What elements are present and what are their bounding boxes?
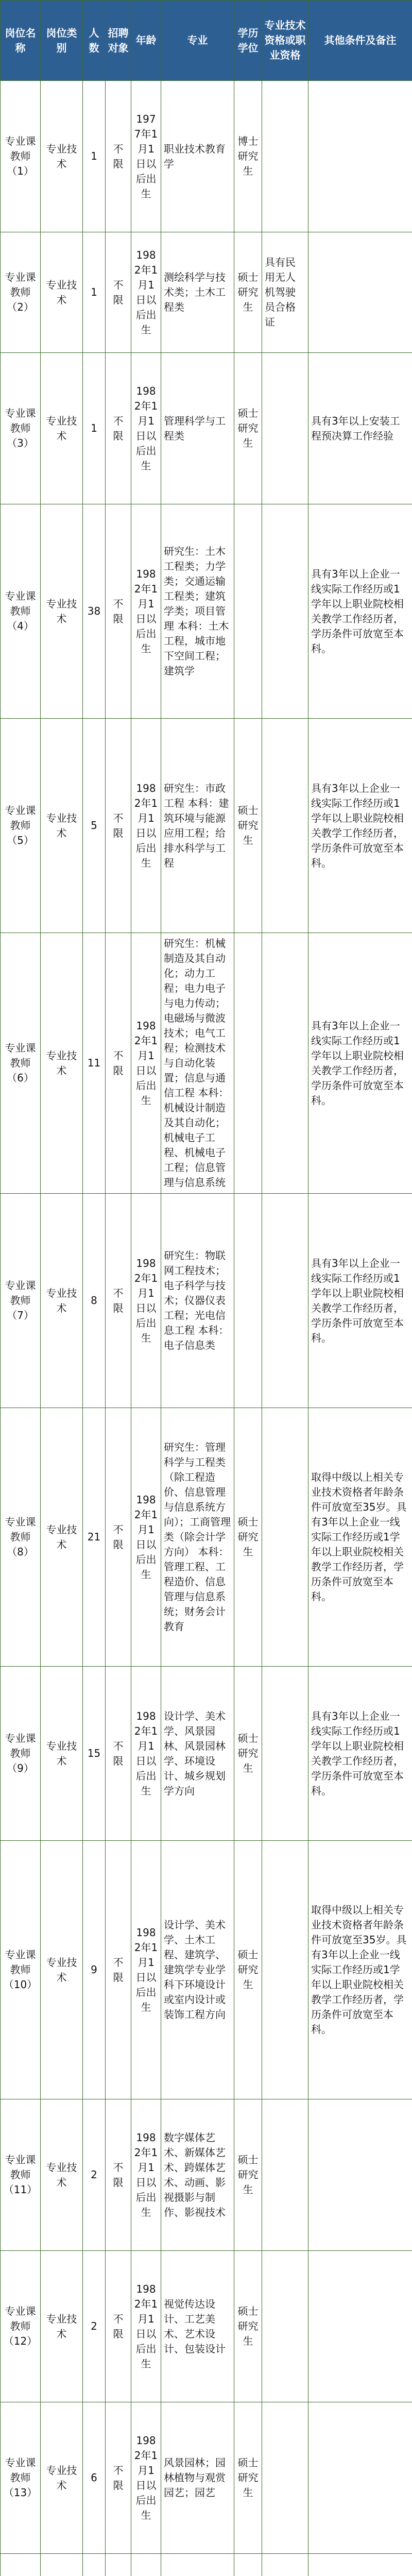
- cell-target: 不限: [106, 719, 131, 933]
- cell-major: 数字媒体艺术、新媒体艺术、跨媒体艺术、动画、影视摄影与制作、影视技术: [161, 2099, 234, 2251]
- cell-target: 不限: [106, 933, 131, 1194]
- cell-degree: [234, 1194, 262, 1408]
- cell-count: 15: [83, 1667, 106, 1841]
- table-row: [1, 1841, 412, 2099]
- cell-qualification: [262, 1841, 308, 2099]
- cell-major: 测绘科学与技术类；土木工程类: [161, 232, 234, 353]
- cell-age: 1977年1月1日以后出生: [131, 81, 161, 232]
- cell-degree: [234, 2554, 262, 2576]
- cell-position-category: 专业技术: [41, 1194, 83, 1408]
- header-degree: 学历学位: [234, 1, 262, 81]
- cell-position-name: 专业课教师（2）: [1, 232, 41, 353]
- cell-target: 不限: [106, 504, 131, 719]
- table-row: [1, 353, 412, 504]
- cell-degree: 硕士研究生: [234, 2099, 262, 2251]
- cell-major: 研究生：市政工程 本科：建筑环境与能源应用工程；给排水科学与工程: [161, 719, 234, 933]
- cell-position-category: 专业技术: [41, 1841, 83, 2099]
- cell-target: 不限: [106, 81, 131, 232]
- cell-major: 研究生：机械制造及其自动化；动力工程；电力电子与电力传动；电磁场与微波技术；电气工程；检测技术与自动化装置；信息与通信工程 本科：机械设计制造及其自动化；机械电子工程、机械电子工程；信息管理与信息系统: [161, 933, 234, 1194]
- cell-target: 不限: [106, 2251, 131, 2402]
- cell-position-name: 专业课教师（13）: [1, 2402, 41, 2554]
- cell-target: [106, 2554, 131, 2576]
- cell-major: [161, 2554, 234, 2576]
- cell-age: 1982年1月1日以后出生: [131, 719, 161, 933]
- cell-count: 9: [83, 1841, 106, 2099]
- cell-degree: [234, 504, 262, 719]
- header-position-name: 岗位名称: [1, 1, 41, 81]
- cell-qualification: [262, 1194, 308, 1408]
- cell-major: 风景园林；园林植物与观赏园艺；园艺: [161, 2402, 234, 2554]
- cell-age: 1982年1月1日以后出生: [131, 504, 161, 719]
- cell-major: 管理科学与工程类: [161, 353, 234, 504]
- cell-other: 取得中级以上相关专业技术资格者年龄条件可放宽至35岁。具有3年以上企业一线实际工作经历或1学年以上职业院校相关教学工作经历者，学历条件可放宽至本科。: [308, 1841, 412, 2099]
- cell-qualification: 具有民用无人机驾驶员合格证: [262, 232, 308, 353]
- cell-count: 38: [83, 504, 106, 719]
- cell-position-name: 专业课教师（12）: [1, 2251, 41, 2402]
- cell-count: 21: [83, 1408, 106, 1667]
- table-row: [1, 2402, 412, 2554]
- cell-target: 不限: [106, 2099, 131, 2251]
- cell-target: 不限: [106, 1841, 131, 2099]
- cell-age: 1982年1月1日以后出生: [131, 2402, 161, 2554]
- cell-age: 1982年1月1日以后出生: [131, 232, 161, 353]
- cell-age: 1982年1月1日以后出生: [131, 1408, 161, 1667]
- table-row: [1, 2554, 412, 2576]
- cell-degree: 博士研究生: [234, 81, 262, 232]
- cell-position-category: 专业技术: [41, 81, 83, 232]
- cell-other: [308, 2251, 412, 2402]
- cell-qualification: [262, 353, 308, 504]
- cell-position-category: 专业技术: [41, 232, 83, 353]
- cell-degree: 硕士研究生: [234, 232, 262, 353]
- cell-other: 具有3年以上企业一线实际工作经历或1学年以上职业院校相关教学工作经历者，学历条件可放宽至本科。: [308, 1194, 412, 1408]
- cell-position-name: 专业课教师（11）: [1, 2099, 41, 2251]
- cell-major: 研究生：土木工程类；力学类；交通运输工程类；建筑学类；项目管理 本科：土木工程，城市地下空间工程；建筑学: [161, 504, 234, 719]
- cell-major: 设计学、美术学、土木工程、建筑学、建筑学专业学科下环境设计或室内设计或装饰工程方向: [161, 1841, 234, 2099]
- table-row: [1, 2099, 412, 2251]
- cell-position-name: 专业课教师（7）: [1, 1194, 41, 1408]
- cell-major: 研究生：物联网工程技术；电子科学与技术；仪器仪表工程；光电信息工程 本科：电子信息类: [161, 1194, 234, 1408]
- cell-degree: 硕士研究生: [234, 1841, 262, 2099]
- cell-qualification: [262, 504, 308, 719]
- cell-age: 1982年1月1日以后出生: [131, 353, 161, 504]
- header-target: 招聘对象: [106, 1, 131, 81]
- cell-qualification: [262, 2554, 308, 2576]
- header-other: 其他条件及备注: [308, 1, 412, 81]
- cell-major: 设计学、美术学、风景园林、风景园林学、环境设计、城乡规划学方向: [161, 1667, 234, 1841]
- cell-degree: [234, 933, 262, 1194]
- table-row: [1, 1408, 412, 1667]
- cell-position-name: 专业课教师（5）: [1, 719, 41, 933]
- cell-position-name: 专业课教师（8）: [1, 1408, 41, 1667]
- cell-other: [308, 2402, 412, 2554]
- cell-position-category: 专业技术: [41, 1667, 83, 1841]
- cell-age: 1982年1月1日以后出生: [131, 2251, 161, 2402]
- table-header-row: [1, 1, 412, 81]
- cell-major: 视觉传达设计、工艺美术、艺术设计、包装设计: [161, 2251, 234, 2402]
- cell-age: [131, 2554, 161, 2576]
- cell-other: 具有3年以上企业一线实际工作经历或1学年以上职业院校相关教学工作经历者，学历条件可放宽至本科。: [308, 504, 412, 719]
- cell-degree: 硕士研究生: [234, 2402, 262, 2554]
- cell-other: 具有3年以上安装工程预决算工作经验: [308, 353, 412, 504]
- cell-count: 11: [83, 933, 106, 1194]
- cell-position-category: [41, 2554, 83, 2576]
- cell-position-category: 专业技术: [41, 353, 83, 504]
- cell-count: 1: [83, 353, 106, 504]
- cell-degree: 硕士研究生: [234, 353, 262, 504]
- header-major: 专业: [161, 1, 234, 81]
- cell-position-name: 专业课教师（4）: [1, 504, 41, 719]
- cell-position-category: 专业技术: [41, 933, 83, 1194]
- cell-degree: 硕士研究生: [234, 1408, 262, 1667]
- cell-count: [83, 2554, 106, 2576]
- header-count: 人数: [83, 1, 106, 81]
- cell-age: 1982年1月1日以后出生: [131, 1194, 161, 1408]
- cell-other: 具有3年以上企业一线实际工作经历或1学年以上职业院校相关教学工作经历者，学历条件可放宽至本科。: [308, 1667, 412, 1841]
- cell-target: 不限: [106, 2402, 131, 2554]
- header-age: 年龄: [131, 1, 161, 81]
- cell-target: 不限: [106, 1408, 131, 1667]
- cell-major: 职业技术教育学: [161, 81, 234, 232]
- cell-position-name: 专业课教师（1）: [1, 81, 41, 232]
- cell-target: 不限: [106, 353, 131, 504]
- cell-target: 不限: [106, 1194, 131, 1408]
- cell-degree: 硕士研究生: [234, 1667, 262, 1841]
- cell-qualification: [262, 2251, 308, 2402]
- table-row: [1, 232, 412, 353]
- table-row: [1, 1194, 412, 1408]
- header-qualification: 专业技术资格或职业资格: [262, 1, 308, 81]
- cell-other: [308, 81, 412, 232]
- cell-other: [308, 2554, 412, 2576]
- cell-qualification: [262, 1667, 308, 1841]
- cell-position-name: [1, 2554, 41, 2576]
- table-row: [1, 1667, 412, 1841]
- table-row: [1, 933, 412, 1194]
- cell-age: 1982年1月1日以后出生: [131, 2099, 161, 2251]
- cell-age: 1982年1月1日以后出生: [131, 933, 161, 1194]
- cell-position-name: 专业课教师（6）: [1, 933, 41, 1194]
- cell-target: 不限: [106, 1667, 131, 1841]
- cell-other: [308, 2099, 412, 2251]
- cell-position-name: 专业课教师（9）: [1, 1667, 41, 1841]
- cell-qualification: [262, 1408, 308, 1667]
- cell-qualification: [262, 81, 308, 232]
- cell-count: 8: [83, 1194, 106, 1408]
- cell-position-category: 专业技术: [41, 504, 83, 719]
- cell-age: 1982年1月1日以后出生: [131, 1667, 161, 1841]
- table-row: [1, 2251, 412, 2402]
- cell-position-category: 专业技术: [41, 2251, 83, 2402]
- cell-position-category: 专业技术: [41, 2099, 83, 2251]
- header-position-category: 岗位类别: [41, 1, 83, 81]
- cell-qualification: [262, 719, 308, 933]
- cell-count: 2: [83, 2251, 106, 2402]
- cell-count: 6: [83, 2402, 106, 2554]
- cell-other: 取得中级以上相关专业技术资格者年龄条件可放宽至35岁。具有3年以上企业一线实际工作经历或1学年以上职业院校相关教学工作经历者，学历条件可放宽至本科。: [308, 1408, 412, 1667]
- cell-other: 具有3年以上企业一线实际工作经历或1学年以上职业院校相关教学工作经历者，学历条件可放宽至本科。: [308, 719, 412, 933]
- cell-position-category: 专业技术: [41, 719, 83, 933]
- cell-target: 不限: [106, 232, 131, 353]
- cell-age: 1982年1月1日以后出生: [131, 1841, 161, 2099]
- cell-qualification: [262, 2402, 308, 2554]
- cell-position-name: 专业课教师（10）: [1, 1841, 41, 2099]
- cell-other: [308, 232, 412, 353]
- cell-count: 2: [83, 2099, 106, 2251]
- table-row: [1, 81, 412, 232]
- cell-count: 1: [83, 232, 106, 353]
- cell-position-name: 专业课教师（3）: [1, 353, 41, 504]
- table-row: [1, 719, 412, 933]
- cell-other: 具有3年以上企业一线实际工作经历或1学年以上职业院校相关教学工作经历者，学历条件可放宽至本科。: [308, 933, 412, 1194]
- cell-qualification: [262, 933, 308, 1194]
- cell-degree: 硕士研究生: [234, 719, 262, 933]
- cell-position-category: 专业技术: [41, 2402, 83, 2554]
- cell-count: 5: [83, 719, 106, 933]
- cell-major: 研究生：管理科学与工程类（除工程造价、信息管理与信息系统方向）；工商管理类（除会计学方向） 本科：管理工程、工程造价、信息管理与信息系统；财务会计教育: [161, 1408, 234, 1667]
- cell-position-category: 专业技术: [41, 1408, 83, 1667]
- table-row: [1, 504, 412, 719]
- cell-degree: 硕士研究生: [234, 2251, 262, 2402]
- cell-count: 1: [83, 81, 106, 232]
- cell-qualification: [262, 2099, 308, 2251]
